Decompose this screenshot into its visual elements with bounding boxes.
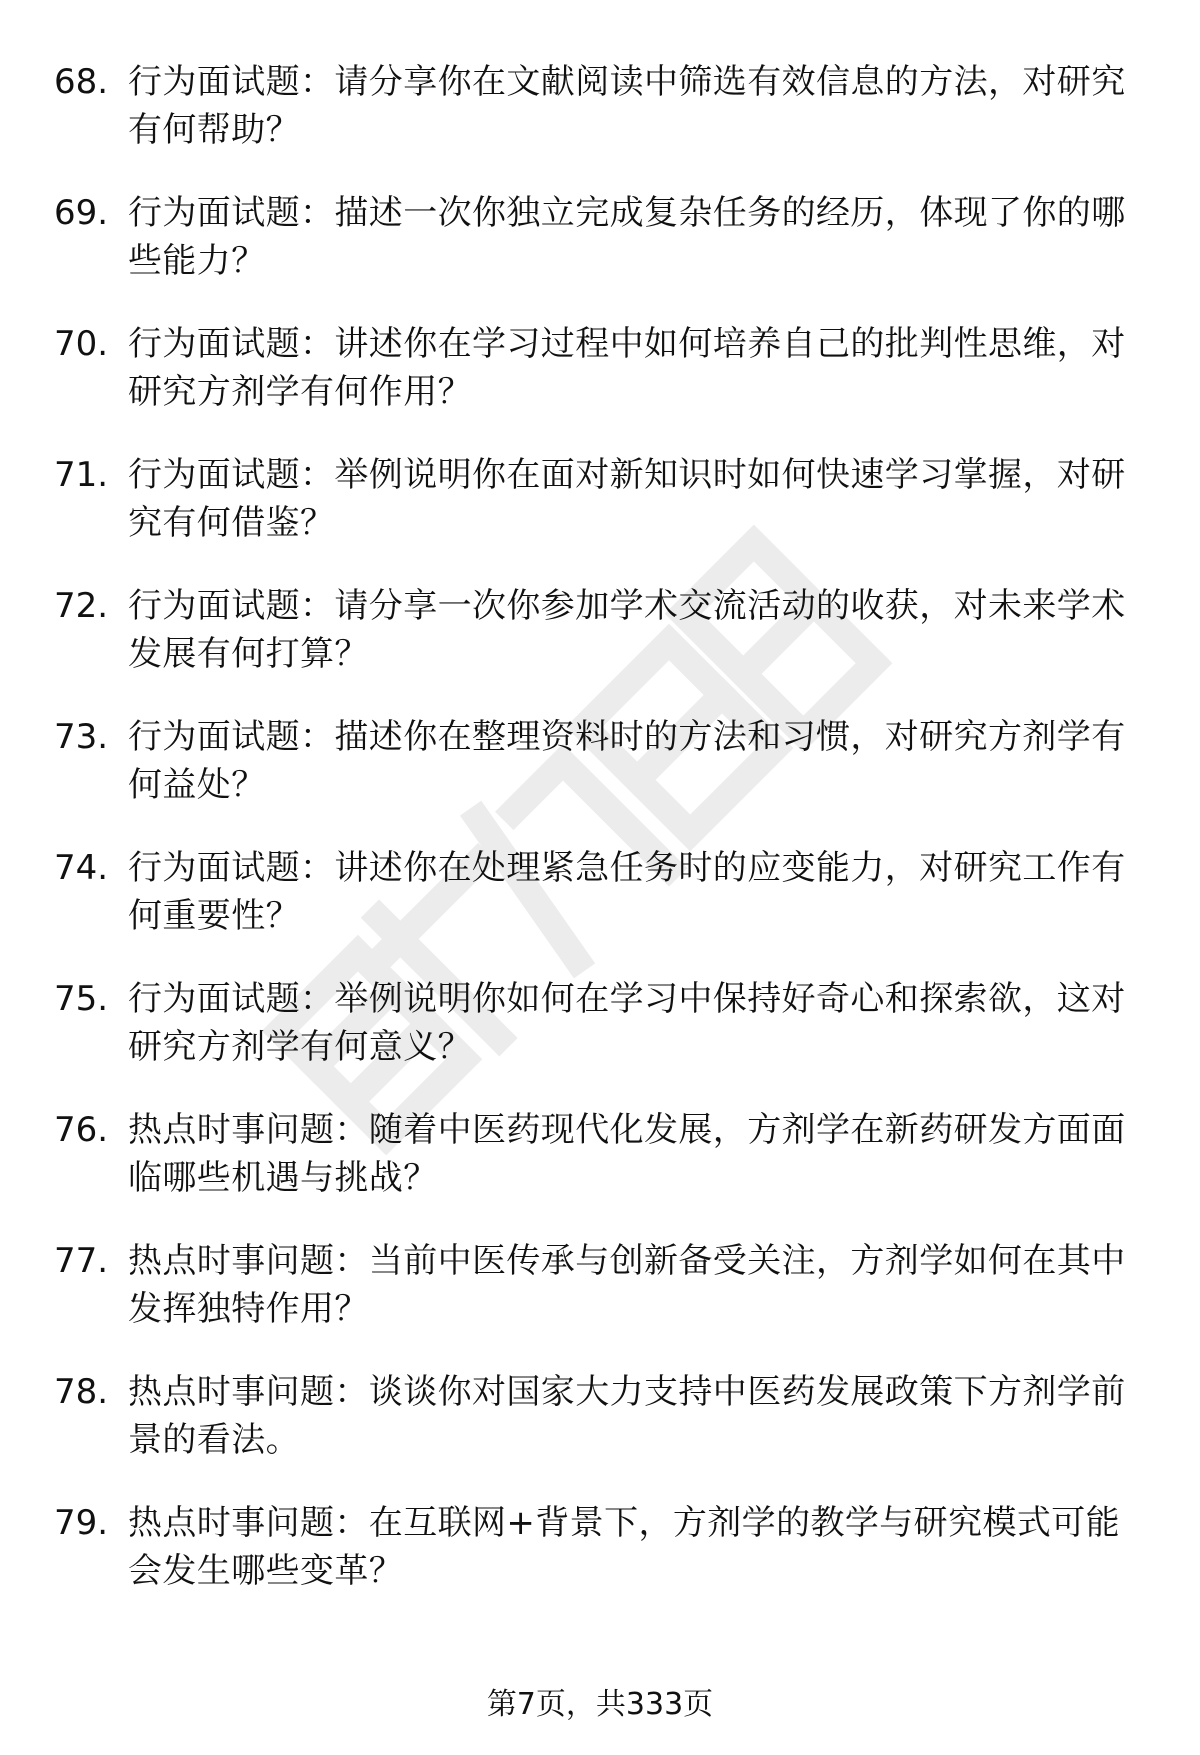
question-text: 热点时事问题：随着中医药现代化发展，方剂学在新药研发方面面临哪些机遇与挑战？ bbox=[128, 1110, 1126, 1198]
list-item bbox=[54, 1106, 1144, 1237]
list-item bbox=[54, 582, 1144, 713]
list-item bbox=[54, 844, 1144, 975]
question-number: 70. bbox=[54, 324, 109, 364]
question-text: 行为面试题：请分享你在文献阅读中筛选有效信息的方法，对研究有何帮助？ bbox=[128, 62, 1126, 150]
question-number: 72. bbox=[54, 586, 109, 626]
question-number: 71. bbox=[54, 455, 109, 495]
list-item bbox=[54, 58, 1144, 189]
question-text: 行为面试题：举例说明你在面对新知识时如何快速学习掌握，对研究有何借鉴？ bbox=[128, 455, 1126, 543]
question-number: 78. bbox=[54, 1372, 109, 1412]
question-number: 73. bbox=[54, 717, 109, 757]
question-number: 79. bbox=[54, 1503, 109, 1543]
list-item bbox=[54, 1368, 1144, 1499]
page-number-label: 第7页，共333页 bbox=[486, 1687, 714, 1722]
question-text: 行为面试题：描述一次你独立完成复杂任务的经历，体现了你的哪些能力？ bbox=[128, 193, 1126, 281]
list-item bbox=[54, 1499, 1144, 1630]
question-text: 行为面试题：讲述你在学习过程中如何培养自己的批判性思维，对研究方剂学有何作用？ bbox=[128, 324, 1126, 412]
list-item bbox=[54, 451, 1144, 582]
question-number: 68. bbox=[54, 62, 109, 102]
question-text: 行为面试题：描述你在整理资料时的方法和习惯，对研究方剂学有何益处？ bbox=[128, 717, 1126, 805]
question-text: 行为面试题：讲述你在处理紧急任务时的应变能力，对研究工作有何重要性？ bbox=[128, 848, 1126, 936]
question-list bbox=[54, 58, 1144, 1630]
page-footer bbox=[0, 1685, 1200, 1725]
list-item bbox=[54, 189, 1144, 320]
question-number: 74. bbox=[54, 848, 109, 888]
list-item bbox=[54, 713, 1144, 844]
question-text: 热点时事问题：谈谈你对国家大力支持中医药发展政策下方剂学前景的看法。 bbox=[128, 1372, 1126, 1460]
question-number: 77. bbox=[54, 1241, 109, 1281]
question-text: 行为面试题：请分享一次你参加学术交流活动的收获，对未来学术发展有何打算？ bbox=[128, 586, 1126, 674]
list-item bbox=[54, 320, 1144, 451]
question-number: 76. bbox=[54, 1110, 109, 1150]
list-item bbox=[54, 975, 1144, 1106]
list-item bbox=[54, 1237, 1144, 1368]
question-text: 热点时事问题：当前中医传承与创新备受关注，方剂学如何在其中发挥独特作用？ bbox=[128, 1241, 1126, 1329]
question-text: 热点时事问题：在互联网+背景下，方剂学的教学与研究模式可能会发生哪些变革？ bbox=[128, 1503, 1121, 1591]
question-text: 行为面试题：举例说明你如何在学习中保持好奇心和探索欲，这对研究方剂学有何意义？ bbox=[128, 979, 1126, 1067]
question-number: 75. bbox=[54, 979, 109, 1019]
question-number: 69. bbox=[54, 193, 109, 233]
